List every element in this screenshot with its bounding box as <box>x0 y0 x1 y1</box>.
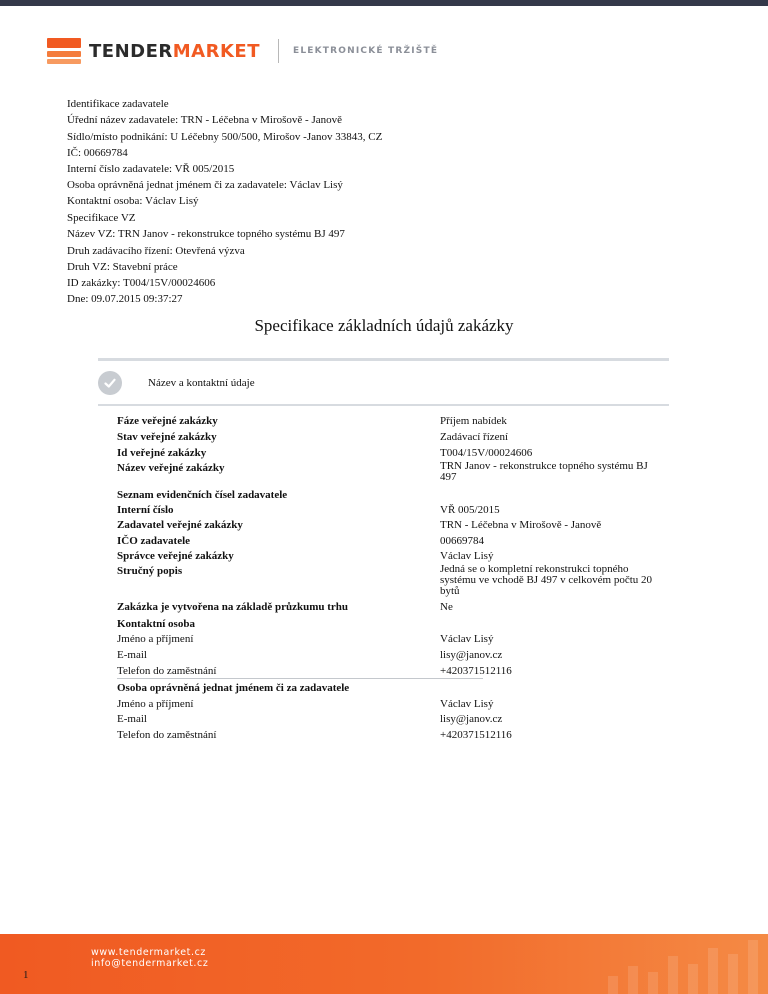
zadavatel-line: Sídlo/místo podnikání: U Léčebny 500/500, Mirošov -Janov 33843, CZ <box>67 130 383 143</box>
brand-separator <box>278 39 279 63</box>
vz-line: Specifikace VZ <box>67 212 136 224</box>
vz-line: Dne: 09.07.2015 09:37:27 <box>67 293 183 306</box>
row-label: Zadavatel veřejné zakázky <box>117 519 243 531</box>
row-value: T004/15V/00024606 <box>440 447 533 459</box>
row-label: Telefon do zaměstnání <box>117 729 217 741</box>
vz-line: Název VZ: TRN Janov - rekonstrukce topného systému BJ 497 <box>67 228 345 241</box>
osoby-block <box>67 177 707 210</box>
row-label: Stručný popis <box>117 565 183 577</box>
row-label: Název veřejné zakázky <box>117 462 225 474</box>
footer-web-link[interactable]: www.tendermarket.cz <box>91 947 207 958</box>
brand-name-part2: MARKET <box>172 40 260 62</box>
row-value: Václav Lisý <box>440 698 494 710</box>
row-label: Fáze veřejné zakázky <box>117 415 218 427</box>
footer-email-link[interactable]: info@tendermarket.cz <box>91 958 209 969</box>
document-title: Specifikace základních údajů zakázky <box>254 316 514 335</box>
row-value: lisy@janov.cz <box>440 713 503 725</box>
row-label: Správce veřejné zakázky <box>117 550 234 562</box>
row-label: Jméno a příjmení <box>117 633 194 645</box>
row-label: Stav veřejné zakázky <box>117 431 217 443</box>
row-value: VŘ 005/2015 <box>440 504 500 516</box>
zadavatel-line: IČ: 00669784 <box>67 146 128 159</box>
zadavatel-line: Identifikace zadavatele <box>67 98 169 110</box>
footer-contacts <box>91 947 208 969</box>
row-value: +420371512116 <box>440 729 512 741</box>
row-label: Osoba oprávněná jednat jménem či za zadavatele <box>117 682 350 694</box>
tendermarket-logo-icon <box>47 38 81 64</box>
row-value: Jedná se o kompletní rekonstrukci topného systému ve vchodě BJ 497 v celkovém počtu 20 bytů <box>440 563 653 597</box>
row-label: Zakázka je vytvořena na základě průzkumu trhu <box>117 601 349 613</box>
zadavatel-line: Úřední název zadavatele: TRN - Léčebna v Mirošově - Janově <box>67 114 342 127</box>
vz-line: Druh zadávacího řízení: Otevřená výzva <box>67 244 245 257</box>
group-divider <box>117 678 483 679</box>
footer-decoration <box>598 934 768 994</box>
vz-block <box>67 210 707 308</box>
vz-line: Druh VZ: Stavební práce <box>67 260 178 273</box>
brand-name-part1: TENDER <box>89 40 173 62</box>
vz-line: ID zakázky: T004/15V/00024606 <box>67 277 216 290</box>
row-value: lisy@janov.cz <box>440 649 503 661</box>
row-value: 00669784 <box>440 535 484 547</box>
row-label: IČO zadavatele <box>117 535 191 547</box>
osoby-line: Osoba oprávněná jednat jménem či za zadavatele: Václav Lisý <box>67 179 343 191</box>
row-value: +420371512116 <box>440 665 512 677</box>
row-value: Václav Lisý <box>440 550 494 562</box>
row-label: Interní číslo <box>117 504 174 516</box>
section-top-rule <box>98 358 669 361</box>
row-value: Ne <box>440 601 453 613</box>
section-bottom-rule <box>98 404 669 406</box>
section-label: Název a kontaktní údaje <box>148 377 255 389</box>
row-value: Václav Lisý <box>440 633 494 645</box>
row-label: E-mail <box>117 713 147 725</box>
row-label: Kontaktní osoba <box>117 618 195 630</box>
zadavatel-line: Interní číslo zadavatele: VŘ 005/2015 <box>67 163 235 176</box>
osoby-line: Kontaktní osoba: Václav Lisý <box>67 195 199 208</box>
footer <box>0 934 768 994</box>
section-header <box>98 368 255 398</box>
row-value: Příjem nabídek <box>440 415 507 427</box>
page-number: 1 <box>23 969 29 981</box>
brand-name <box>89 41 260 62</box>
row-label: Jméno a příjmení <box>117 698 194 710</box>
row-label: Telefon do zaměstnání <box>117 665 217 677</box>
row-label: E-mail <box>117 649 147 661</box>
brand-tagline: ELEKTRONICKÉ TRŽIŠTĚ <box>292 46 439 56</box>
row-label: Id veřejné zakázky <box>117 447 207 459</box>
top-strip <box>0 0 768 6</box>
check-icon <box>98 371 122 395</box>
row-label: Seznam evidenčních čísel zadavatele <box>117 489 288 501</box>
zadavatel-block <box>67 96 707 177</box>
brand-header <box>47 36 438 66</box>
row-value: TRN Janov - rekonstrukce topného systému BJ 497 <box>440 460 648 483</box>
row-value: TRN - Léčebna v Mirošově - Janově <box>440 519 602 531</box>
row-value: Zadávací řízení <box>440 431 509 443</box>
